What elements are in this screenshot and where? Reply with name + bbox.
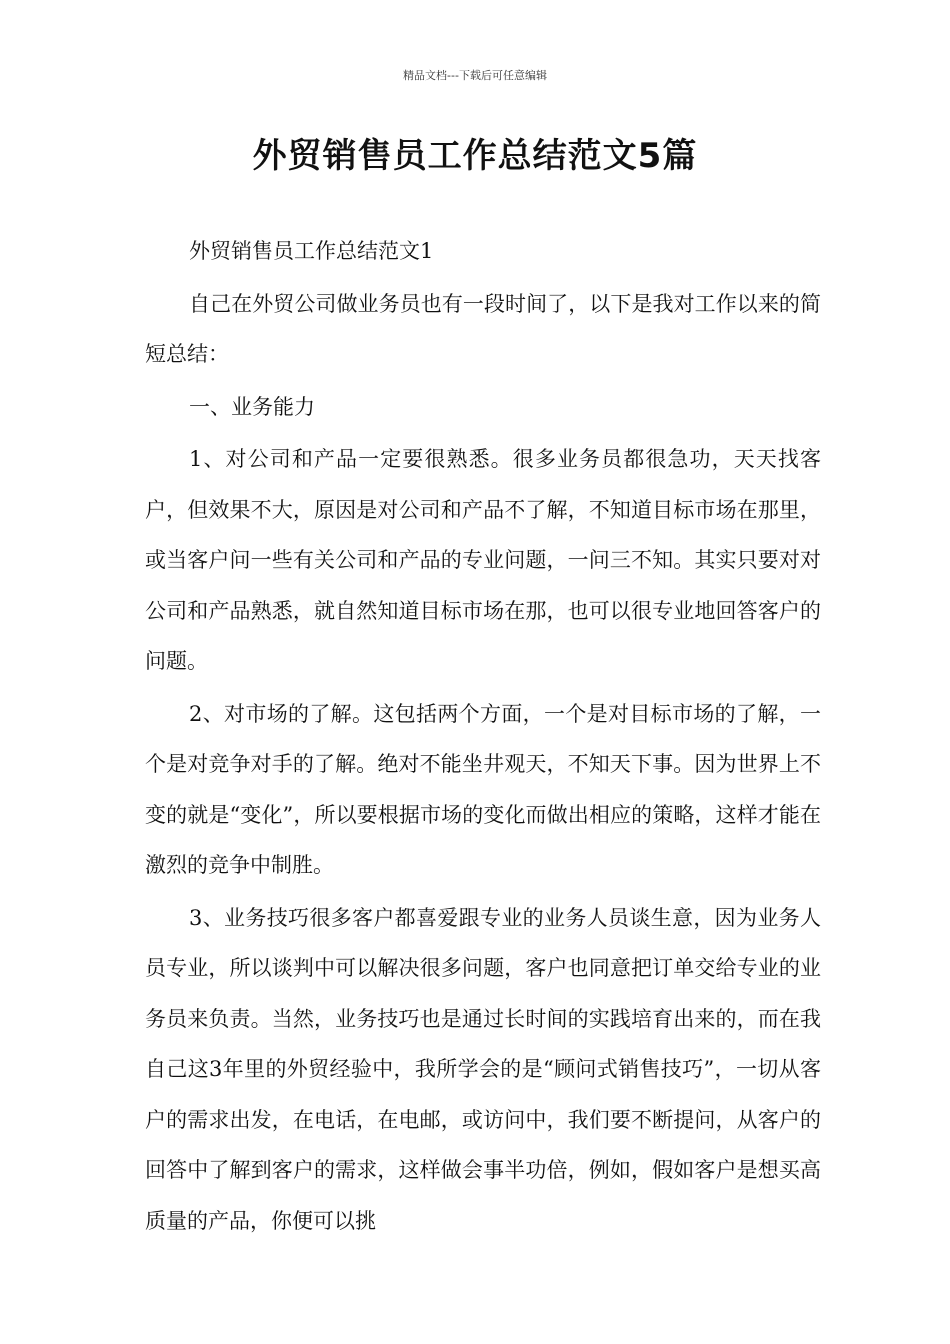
- document-body: [145, 226, 821, 1248]
- document-title: 外贸销售员工作总结范文5篇: [252, 136, 698, 176]
- header-note: 精品文档---下载后可任意编辑: [403, 69, 547, 82]
- subsection-heading: 一、业务能力: [189, 394, 315, 419]
- body-paragraph: 3、业务技巧很多客户都喜爱跟专业的业务人员谈生意，因为业务人员专业，所以谈判中可以解决很多问题，客户也同意把订单交给专业的业务员来负责。当然，业务技巧也是通过长时间的实践培育出来的，而在我自己这3年里的外贸经验中，我所学会的是“顾问式销售技巧”，一切从客户的需求出发，在电话，在电邮，或访问中，我们要不断提问，从客户的回答中了解到客户的需求，这样做会事半功倍，例如，假如客户是想买高质量的产品，你便可以挑: [145, 905, 821, 1233]
- section-heading: 外贸销售员工作总结范文1: [189, 239, 434, 263]
- body-paragraph: 1、对公司和产品一定要很熟悉。很多业务员都很急功，天天找客户，但效果不大，原因是对公司和产品不了解，不知道目标市场在那里，或当客户问一些有关公司和产品的专业问题，一问三不知。其实只要对对公司和产品熟悉，就自然知道目标市场在那，也可以很专业地回答客户的问题。: [145, 447, 821, 673]
- body-paragraph: 2、对市场的了解。这包括两个方面，一个是对目标市场的了解，一个是对竞争对手的了解。绝对不能坐井观天，不知天下事。因为世界上不变的就是“变化”，所以要根据市场的变化而做出相应的策略，这样才能在激烈的竞争中制胜。: [145, 701, 821, 877]
- body-paragraph: 自己在外贸公司做业务员也有一段时间了，以下是我对工作以来的简短总结：: [145, 291, 821, 366]
